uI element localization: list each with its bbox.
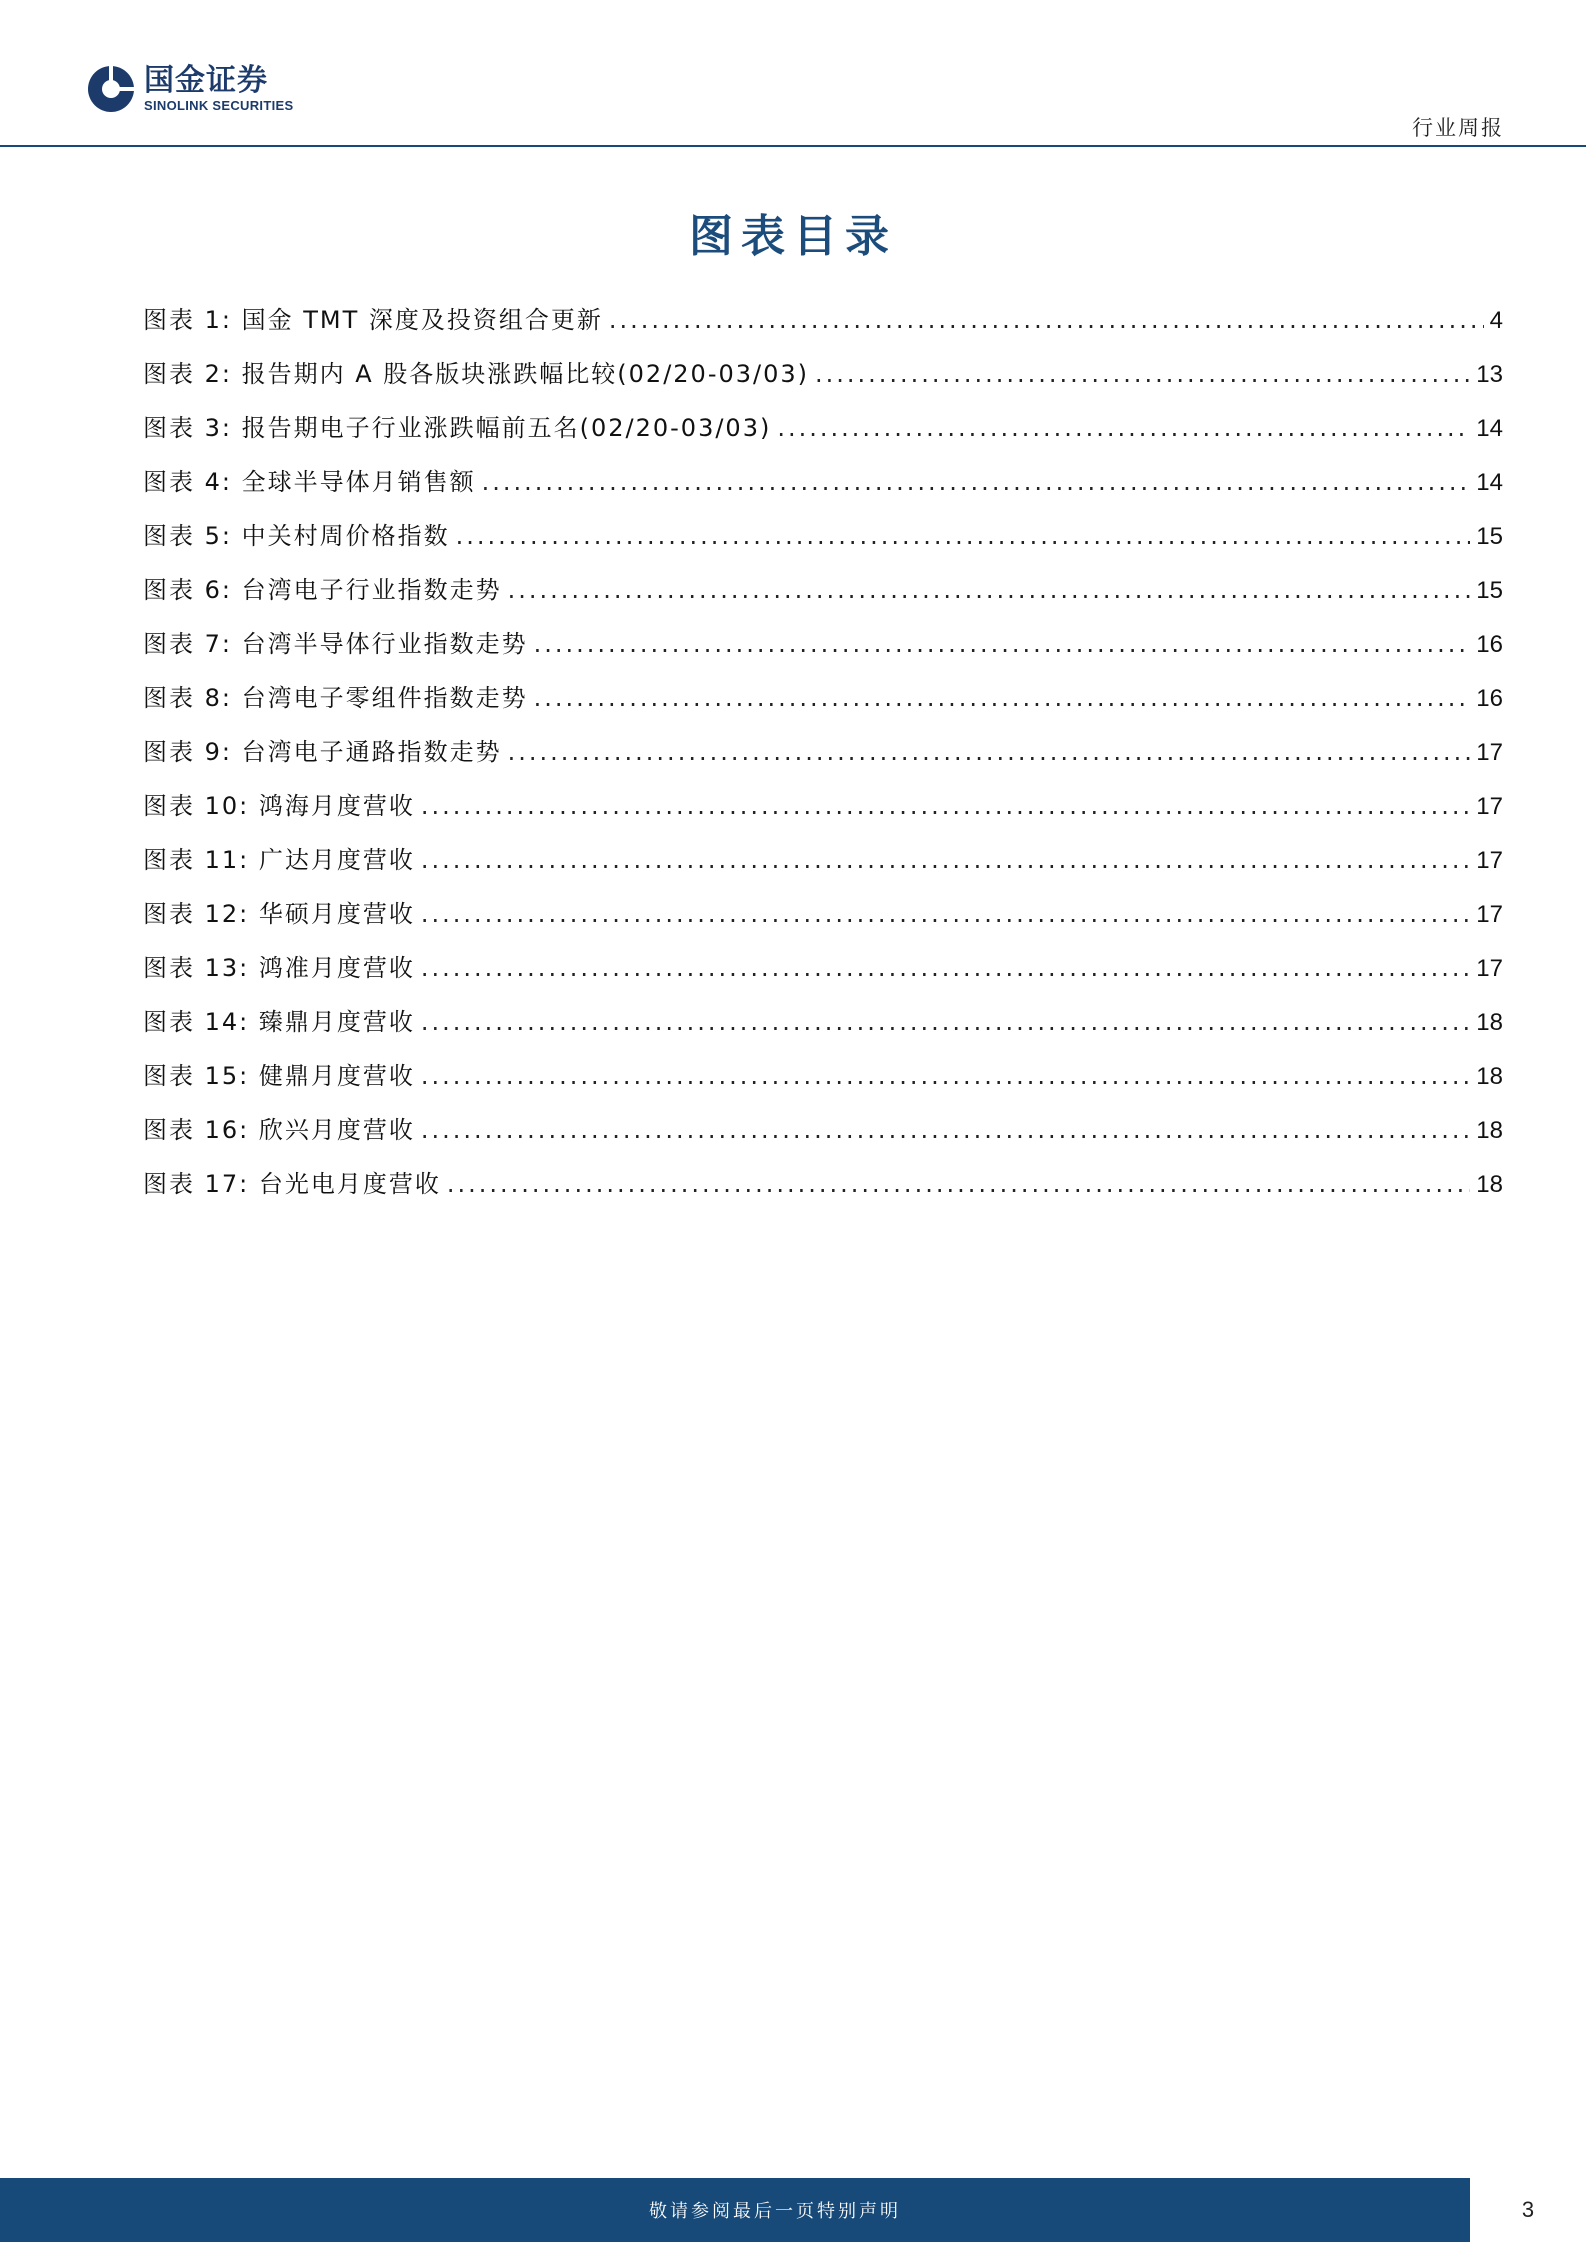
toc-entry[interactable]	[143, 894, 1503, 948]
footer-page-number: 3	[1521, 2197, 1535, 2222]
toc-leader-dots	[421, 900, 1470, 928]
toc-entry[interactable]	[143, 678, 1503, 732]
toc-entry-label: 图表 11: 广达月度营收	[143, 846, 415, 874]
toc-leader-dots	[421, 846, 1470, 874]
toc-leader-dots	[421, 1008, 1470, 1036]
toc-entry-label: 图表 12: 华硕月度营收	[143, 900, 415, 928]
toc-leader-dots	[421, 792, 1470, 820]
toc-entry-page: 13	[1476, 361, 1503, 388]
toc-entry[interactable]	[143, 840, 1503, 894]
toc-entry-label: 图表 10: 鸿海月度营收	[143, 792, 415, 820]
toc-entry-page: 16	[1476, 685, 1503, 712]
toc-entry-page: 18	[1476, 1117, 1503, 1144]
toc-entry[interactable]	[143, 1056, 1503, 1110]
toc-entry-page: 17	[1476, 901, 1503, 928]
toc-leader-dots	[421, 1116, 1470, 1144]
toc-leader-dots	[777, 414, 1470, 442]
toc-entry[interactable]	[143, 300, 1503, 354]
toc-entry-page: 18	[1476, 1063, 1503, 1090]
toc-entry-label: 图表 1: 国金 TMT 深度及投资组合更新	[143, 306, 603, 334]
toc-entry[interactable]	[143, 516, 1503, 570]
toc-leader-dots	[534, 630, 1471, 658]
toc-entry-page: 18	[1476, 1009, 1503, 1036]
toc-leader-dots	[815, 360, 1470, 388]
toc-entry-label: 图表 6: 台湾电子行业指数走势	[143, 576, 502, 604]
company-logo	[86, 64, 293, 114]
toc-leader-dots	[508, 576, 1471, 604]
toc-entry[interactable]	[143, 948, 1503, 1002]
table-of-figures	[143, 300, 1503, 1218]
toc-entry-label: 图表 9: 台湾电子通路指数走势	[143, 738, 502, 766]
toc-entry-page: 17	[1476, 739, 1503, 766]
toc-entry-label: 图表 7: 台湾半导体行业指数走势	[143, 630, 528, 658]
toc-entry[interactable]	[143, 732, 1503, 786]
toc-leader-dots	[421, 1062, 1470, 1090]
toc-entry-page: 4	[1489, 307, 1503, 334]
toc-leader-dots	[508, 738, 1471, 766]
toc-entry[interactable]	[143, 570, 1503, 624]
toc-leader-dots	[421, 954, 1470, 982]
toc-entry[interactable]	[143, 1002, 1503, 1056]
toc-entry-label: 图表 3: 报告期电子行业涨跌幅前五名(02/20-03/03)	[143, 414, 772, 442]
toc-entry[interactable]	[143, 1110, 1503, 1164]
toc-entry-label: 图表 8: 台湾电子零组件指数走势	[143, 684, 528, 712]
toc-entry[interactable]	[143, 1164, 1503, 1218]
toc-entry-page: 16	[1476, 631, 1503, 658]
toc-entry-page: 17	[1476, 793, 1503, 820]
logo-chinese-name: 国金证券	[144, 63, 268, 98]
toc-entry-label: 图表 5: 中关村周价格指数	[143, 522, 450, 550]
page-title: 图表目录	[689, 211, 897, 262]
toc-entry[interactable]	[143, 624, 1503, 678]
report-type-label: 行业周报	[1412, 116, 1504, 140]
page-header	[0, 0, 1586, 150]
toc-leader-dots	[447, 1170, 1470, 1198]
toc-entry-label: 图表 15: 健鼎月度营收	[143, 1062, 415, 1090]
toc-leader-dots	[482, 468, 1471, 496]
header-divider	[0, 145, 1586, 147]
logo-english-name: SINOLINK SECURITIES	[144, 98, 294, 113]
toc-entry-page: 15	[1476, 577, 1503, 604]
sinolink-logo-icon	[86, 64, 136, 114]
toc-entry-label: 图表 16: 欣兴月度营收	[143, 1116, 415, 1144]
footer-disclaimer-link: 敬请参阅最后一页特别声明	[649, 2201, 901, 2222]
toc-entry-label: 图表 4: 全球半导体月销售额	[143, 468, 476, 496]
toc-leader-dots	[609, 306, 1484, 334]
footer-bar	[0, 2178, 1470, 2242]
toc-entry-page: 14	[1476, 469, 1503, 496]
toc-entry-page: 14	[1476, 415, 1503, 442]
toc-entry-label: 图表 13: 鸿准月度营收	[143, 954, 415, 982]
toc-entry-page: 17	[1476, 847, 1503, 874]
toc-leader-dots	[456, 522, 1471, 550]
toc-entry[interactable]	[143, 408, 1503, 462]
toc-entry[interactable]	[143, 786, 1503, 840]
toc-entry-page: 18	[1476, 1171, 1503, 1198]
toc-entry-label: 图表 2: 报告期内 A 股各版块涨跌幅比较(02/20-03/03)	[143, 360, 810, 388]
toc-leader-dots	[534, 684, 1471, 712]
toc-entry-page: 17	[1476, 955, 1503, 982]
toc-entry[interactable]	[143, 462, 1503, 516]
toc-entry[interactable]	[143, 354, 1503, 408]
toc-entry-label: 图表 17: 台光电月度营收	[143, 1170, 441, 1198]
toc-entry-label: 图表 14: 臻鼎月度营收	[143, 1008, 415, 1036]
toc-entry-page: 15	[1476, 523, 1503, 550]
